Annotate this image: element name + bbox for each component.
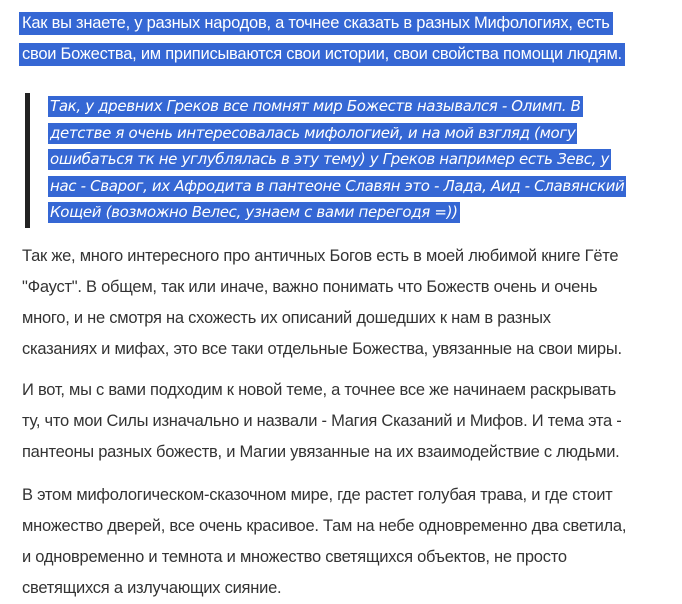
paragraph-mythic-world — [22, 480, 626, 604]
paragraph-text — [22, 241, 622, 365]
paragraph-text — [22, 375, 622, 468]
text-line: сказаниях и мифах, это все таки отдельные Божества, увязанные на свои миры. — [22, 340, 622, 358]
selected-quote-line[interactable]: Так, у древних Греков все помнят мир Божеств назывался - Олимп. В — [50, 97, 581, 115]
text-line: И вот, мы с вами подходим к новой теме, а точнее все же начинаем раскрывать — [22, 381, 616, 399]
paragraph-text — [22, 480, 626, 604]
paragraph-intro[interactable] — [22, 8, 672, 70]
paragraph-new-topic — [22, 375, 622, 468]
selected-text-line[interactable]: свои Божества, им приписываются свои истории, свои свойства помощи людям. — [19, 43, 625, 66]
text-line: много, и не смотря на схожесть их описаний дошедших к нам в разных — [22, 309, 551, 327]
text-line: пантеоны разных божеств, и Магии увязанные на их взаимодействие с людьми. — [22, 443, 620, 461]
text-line: Так же, много интересного про античных Богов есть в моей любимой книге Гёте — [22, 247, 619, 265]
article-selected-paragraph — [22, 8, 672, 70]
text-line: множество дверей, все очень красивое. Там на небе одновременно два светила, — [22, 517, 627, 535]
text-line: "Фауст". В общем, так или иначе, важно понимать что Божеств очень и очень — [22, 278, 598, 296]
selected-quote-line[interactable]: ошибаться тк не углублялась в эту тему) у Греков например есть Зевс, у — [50, 150, 609, 168]
text-line: светящихся а излучающих сияние. — [22, 579, 282, 597]
blockquote — [25, 93, 682, 228]
text-line: ту, что мои Силы изначально и назвали - Магия Сказаний и Мифов. И тема эта - — [22, 412, 622, 430]
text-line: В этом мифологическом-сказочном мире, где растет голубая трава, и где стоит — [22, 486, 613, 504]
blockquote-text[interactable] — [50, 93, 682, 226]
selected-quote-line[interactable]: детстве я очень интересовалась мифологией, и на мой взгляд (могу — [50, 123, 576, 142]
selected-quote-line[interactable]: нас - Сварог, их Афродита в пантеоне Славян это - Лада, Аид - Славянский — [50, 176, 625, 195]
selected-text-line[interactable]: Как вы знаете, у разных народов, а точнее сказать в разных Мифологиях, есть — [19, 12, 613, 35]
text-line: и одновременно и темнота и множество светящихся объектов, не просто — [22, 548, 567, 566]
selected-quote-line[interactable]: Кощей (возможно Велес, узнаем с вами перегодя =)) — [50, 203, 458, 221]
paragraph-faust — [22, 241, 622, 365]
